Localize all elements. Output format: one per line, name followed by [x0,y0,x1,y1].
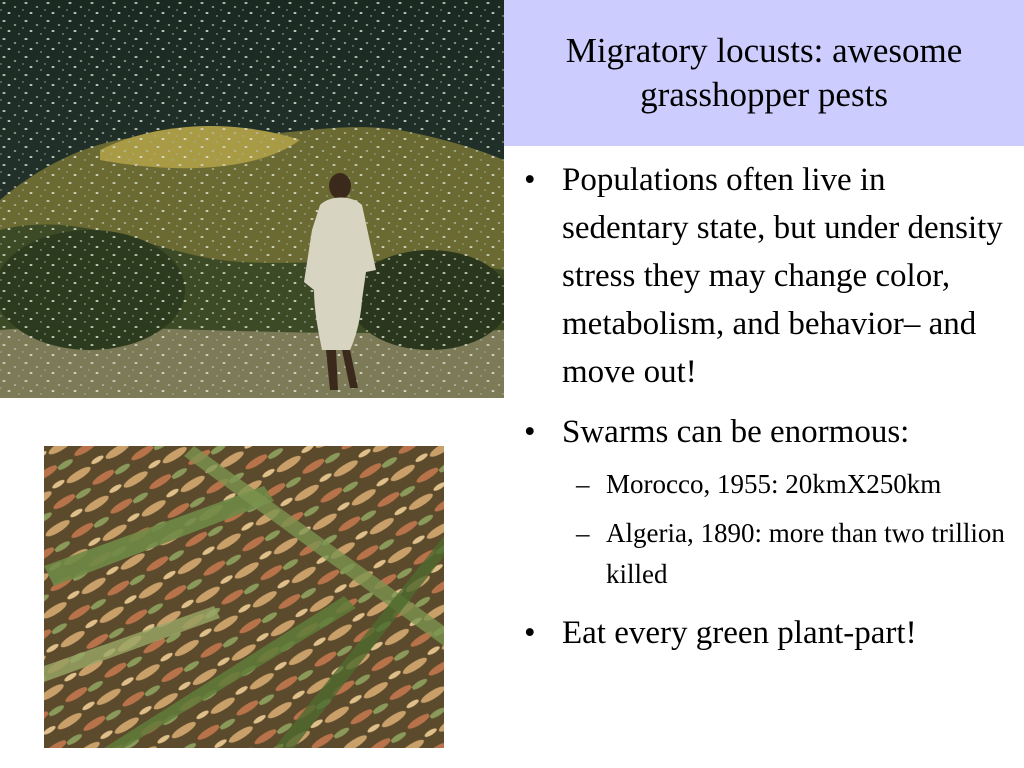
sub-bullet-marker: – [576,518,590,548]
bullet-text: Populations often live in sedentary state, but under density stress they may change color, metabolism, and behavior– and move out! [562,162,1003,390]
title-banner [504,0,1024,146]
bullet-list [520,156,1010,669]
sub-bullet-list [520,464,1010,595]
sub-bullet-text: Morocco, 1955: 20kmX250km [606,469,942,499]
sub-bullet-marker: – [576,469,590,499]
bullet-text: Swarms can be enormous: [562,414,910,450]
bullet-text: Eat every green plant-part! [562,615,917,651]
bullet-item [520,408,1010,456]
bullet-marker: • [524,615,536,651]
sub-bullet-text: Algeria, 1890: more than two trillion killed [606,518,1005,589]
sub-bullet-item [520,513,1010,595]
slide-title: Migratory locusts: awesome grasshopper pests [565,31,963,114]
sub-bullet-item [520,464,1010,505]
locust-closeup-photo [44,446,444,748]
bullet-item [520,609,1010,657]
bullet-marker: • [524,414,536,450]
bullet-marker: • [524,162,536,198]
locust-swarm-photo [0,0,504,398]
bullet-item [520,156,1010,396]
